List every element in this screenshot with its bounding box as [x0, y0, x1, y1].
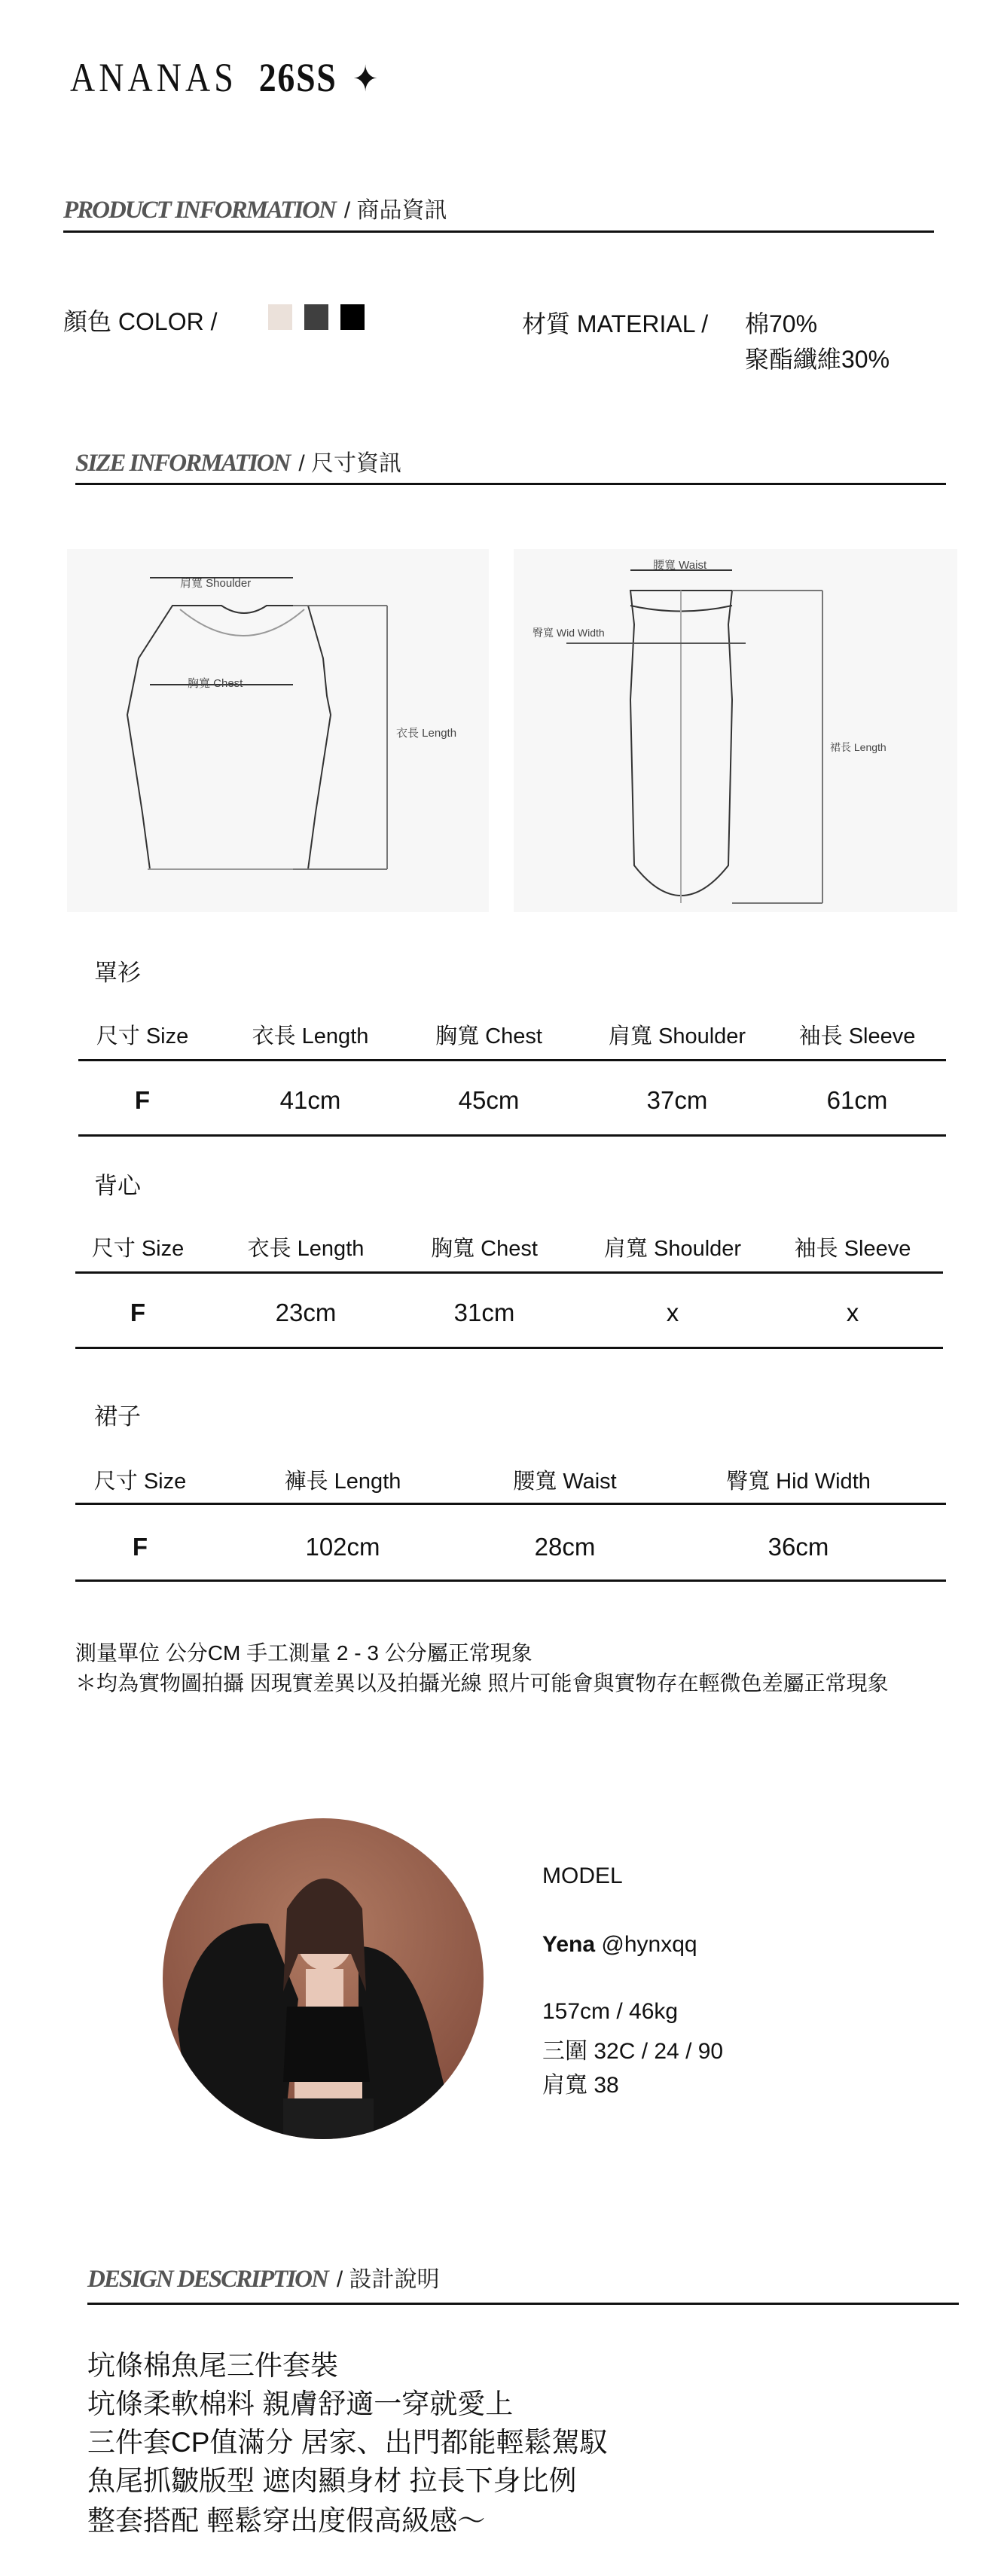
table-category: 罩衫 [94, 960, 141, 986]
table-cell: 41cm [279, 1086, 341, 1114]
brand-logo [70, 54, 382, 101]
table-header: 袖長 Sleeve [794, 1237, 911, 1261]
table-header: 肩寬 Shoulder [608, 1024, 746, 1048]
model-stat: 肩寬 38 [542, 2073, 619, 2098]
desc-line: 魚尾抓皺版型 遮肉顯身材 拉長下身比例 [87, 2465, 577, 2496]
title-en: PRODUCT INFORMATION [63, 197, 335, 224]
desc-line: 坑條棉魚尾三件套裝 [87, 2350, 338, 2381]
material-label: 材質 MATERIAL / [522, 310, 709, 337]
skirt-diagram [514, 549, 957, 912]
table-divider [75, 1579, 946, 1582]
table-cell: F [132, 1533, 148, 1561]
season: 26SS [258, 55, 337, 100]
desc-line: 整套搭配 輕鬆穿出度假高級感～ [87, 2505, 486, 2536]
star-icon: ✦ [352, 60, 383, 99]
desc-line: 三件套CP值滿分 居家、出門都能輕鬆駕馭 [87, 2427, 608, 2458]
shoulder-label: 肩寬 Shoulder [180, 577, 252, 590]
design-title [87, 2260, 440, 2294]
divider [75, 483, 946, 485]
material-line: 棉70% [745, 310, 818, 337]
size-info-title [75, 444, 401, 478]
table-header: 衣長 Length [252, 1024, 369, 1048]
model-label: MODEL [542, 1863, 623, 1888]
table-header: 尺寸 Size [91, 1237, 185, 1261]
table-cell: 45cm [458, 1086, 520, 1114]
table-header: 胸寬 Chest [431, 1237, 538, 1261]
table-cell: 36cm [767, 1533, 829, 1561]
model-stat: 三圍 32C / 24 / 90 [542, 2039, 724, 2064]
table-header: 褲長 Length [284, 1470, 401, 1494]
brand-name: ANANAS [70, 55, 237, 100]
material-line: 聚酯纖維30% [745, 346, 890, 373]
hip-label: 臀寬 Wid Width [533, 627, 605, 639]
table-header: 尺寸 Size [96, 1024, 189, 1048]
table-header: 腰寬 Waist [513, 1470, 617, 1494]
title-en: SIZE INFORMATION [75, 450, 290, 477]
table-cell: F [134, 1086, 151, 1114]
title-cn: / 尺寸資訊 [298, 451, 402, 476]
table-header: 衣長 Length [247, 1237, 365, 1261]
skirt-length-label: 裙長 Length [830, 741, 887, 753]
note: 測量單位 公分CM 手工測量 2 - 3 公分屬正常現象 [75, 1641, 533, 1665]
color-swatch-black [340, 304, 365, 330]
model-name-line [542, 1932, 697, 1958]
model-handle: @hynxqq [601, 1932, 697, 1957]
table-cell: 23cm [275, 1299, 337, 1326]
table-header: 臀寬 Hid Width [726, 1470, 871, 1494]
waist-label: 腰寬 Waist [653, 559, 707, 572]
table-category: 背心 [94, 1173, 141, 1199]
table-header: 袖長 Sleeve [798, 1024, 916, 1048]
color-label: 顏色 COLOR / [63, 308, 218, 335]
table-cell: 102cm [305, 1533, 380, 1561]
model-photo [163, 1818, 484, 2139]
color-swatch-gray [304, 304, 328, 330]
table-divider [75, 1503, 946, 1505]
table-header: 肩寬 Shoulder [603, 1237, 742, 1261]
table-cell: 37cm [646, 1086, 708, 1114]
table-cell: 28cm [534, 1533, 596, 1561]
table-divider [78, 1059, 946, 1061]
model-name: Yena [542, 1932, 596, 1957]
title-en: DESIGN DESCRIPTION [87, 2266, 328, 2293]
note: ＊均為實物圖拍攝 因現實差異以及拍攝光線 照片可能會與實物存在輕微色差屬正常現象 [75, 1671, 889, 1695]
table-cell: 61cm [826, 1086, 888, 1114]
product-info-title [63, 191, 447, 224]
table-category: 裙子 [94, 1403, 141, 1430]
table-cell: x [666, 1299, 679, 1326]
title-cn: / 商品資訊 [343, 198, 447, 223]
model-stat: 157cm / 46kg [542, 1999, 679, 2024]
desc-line: 坑條柔軟棉料 親膚舒適一穿就愛上 [87, 2388, 514, 2419]
divider [63, 230, 934, 233]
top-diagram [67, 549, 489, 912]
title-cn: / 設計說明 [336, 2267, 440, 2292]
table-cell: F [130, 1299, 146, 1326]
table-cell: x [846, 1299, 859, 1326]
table-divider [75, 1347, 943, 1349]
table-divider [78, 1134, 946, 1137]
table-cell: 31cm [453, 1299, 515, 1326]
table-divider [75, 1271, 943, 1274]
length-label: 衣長 Length [396, 727, 457, 740]
table-header: 胸寬 Chest [435, 1024, 542, 1048]
table-header: 尺寸 Size [93, 1470, 187, 1494]
color-swatch-cream [268, 304, 292, 330]
divider [87, 2303, 959, 2305]
chest-label: 胸寬 Chest [188, 677, 243, 690]
